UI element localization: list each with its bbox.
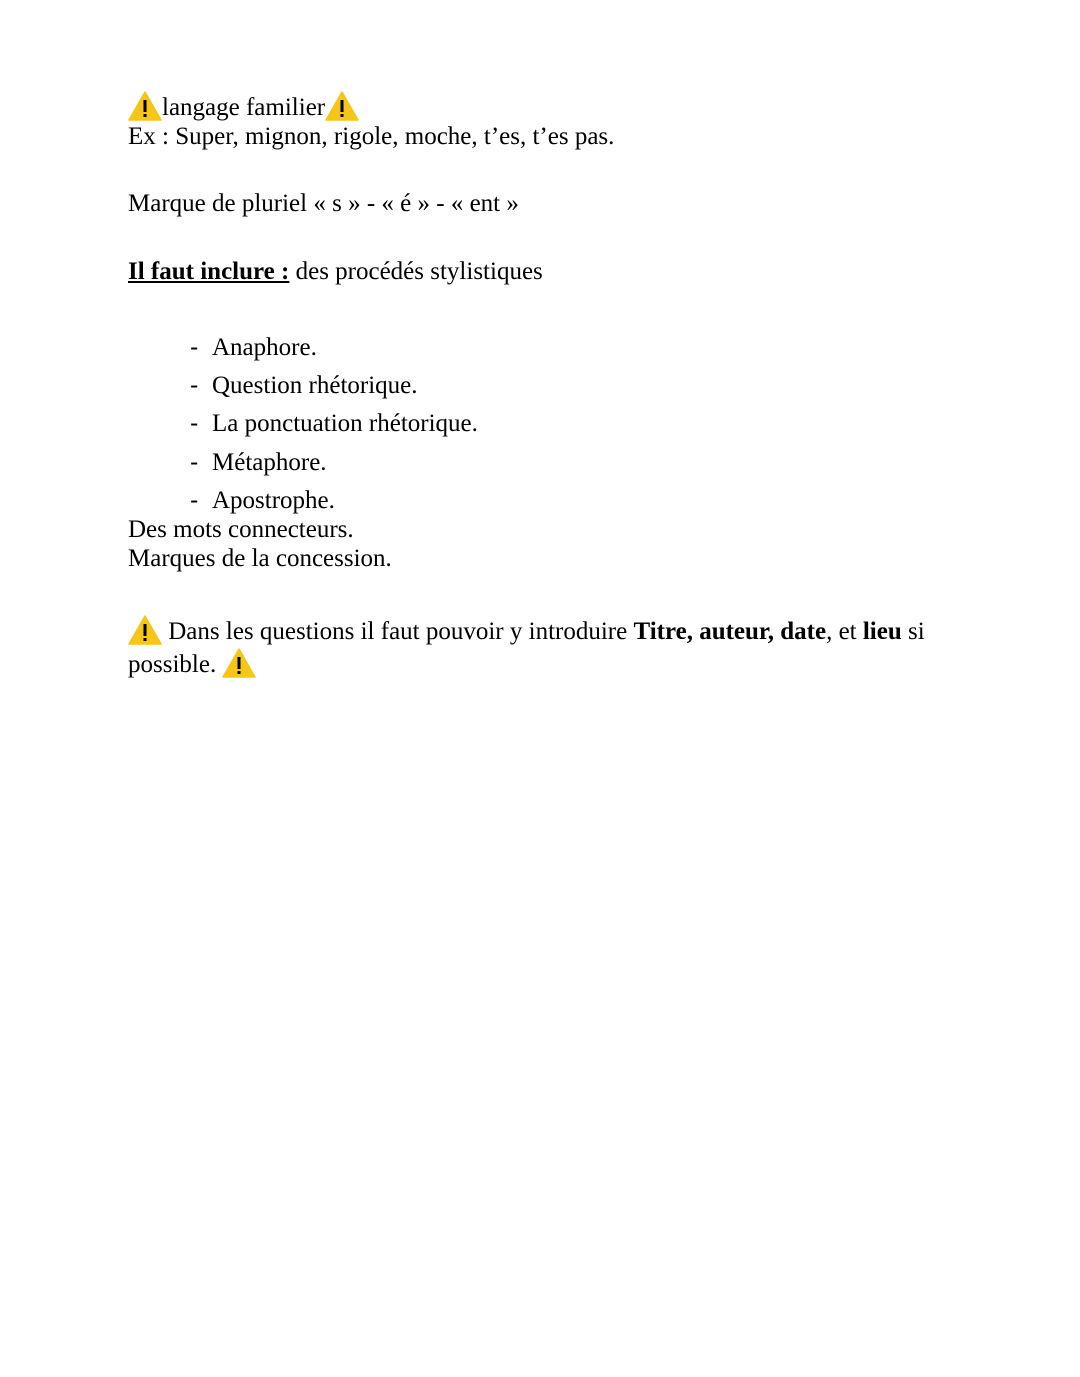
warning-icon [128, 91, 162, 121]
plural-line: Marque de pluriel « s » - « é » - « ent » [128, 190, 519, 217]
stylistic-devices-list [190, 332, 478, 523]
final-note-text: , et [826, 618, 863, 645]
list-item [190, 447, 478, 485]
list-bullet: - [190, 333, 199, 361]
list-item-label: La ponctuation rhétorique. [212, 410, 478, 438]
list-bullet: - [190, 371, 199, 400]
list-item [190, 370, 478, 408]
warning-text: langage familier [162, 94, 326, 121]
warning-icon [128, 615, 162, 645]
example-line: Ex : Super, mignon, rigole, moche, t’es, t’es pas. [128, 123, 615, 150]
include-heading: Il faut inclure : [128, 258, 290, 285]
warning-icon [222, 648, 256, 678]
include-line [128, 257, 543, 287]
list-bullet: - [190, 447, 199, 476]
warning-icon [325, 91, 359, 121]
concession-line: Marques de la concession. [128, 545, 392, 572]
final-note-bold-1: Titre, auteur, date [633, 618, 827, 645]
list-bullet: - [190, 485, 199, 514]
final-note-line-2 [128, 648, 256, 680]
final-note-text: Dans les questions il faut pouvoir y introduire [168, 618, 634, 645]
final-note [128, 615, 925, 647]
final-note-text: si [901, 618, 925, 645]
list-item-label: Question rhétorique. [212, 372, 418, 400]
final-note-text: possible. [128, 651, 217, 678]
list-item-label: Apostrophe. [212, 486, 335, 514]
connecteurs-line: Des mots connecteurs. [128, 516, 354, 543]
list-item-label: Métaphore. [212, 448, 327, 476]
list-item [190, 408, 478, 446]
list-bullet: - [190, 409, 199, 438]
final-note-bold-2: lieu [862, 618, 902, 645]
include-text: des procédés stylistiques [289, 258, 543, 285]
warning-line [128, 91, 359, 123]
list-item-label: Anaphore. [212, 334, 317, 361]
list-item [190, 332, 478, 370]
